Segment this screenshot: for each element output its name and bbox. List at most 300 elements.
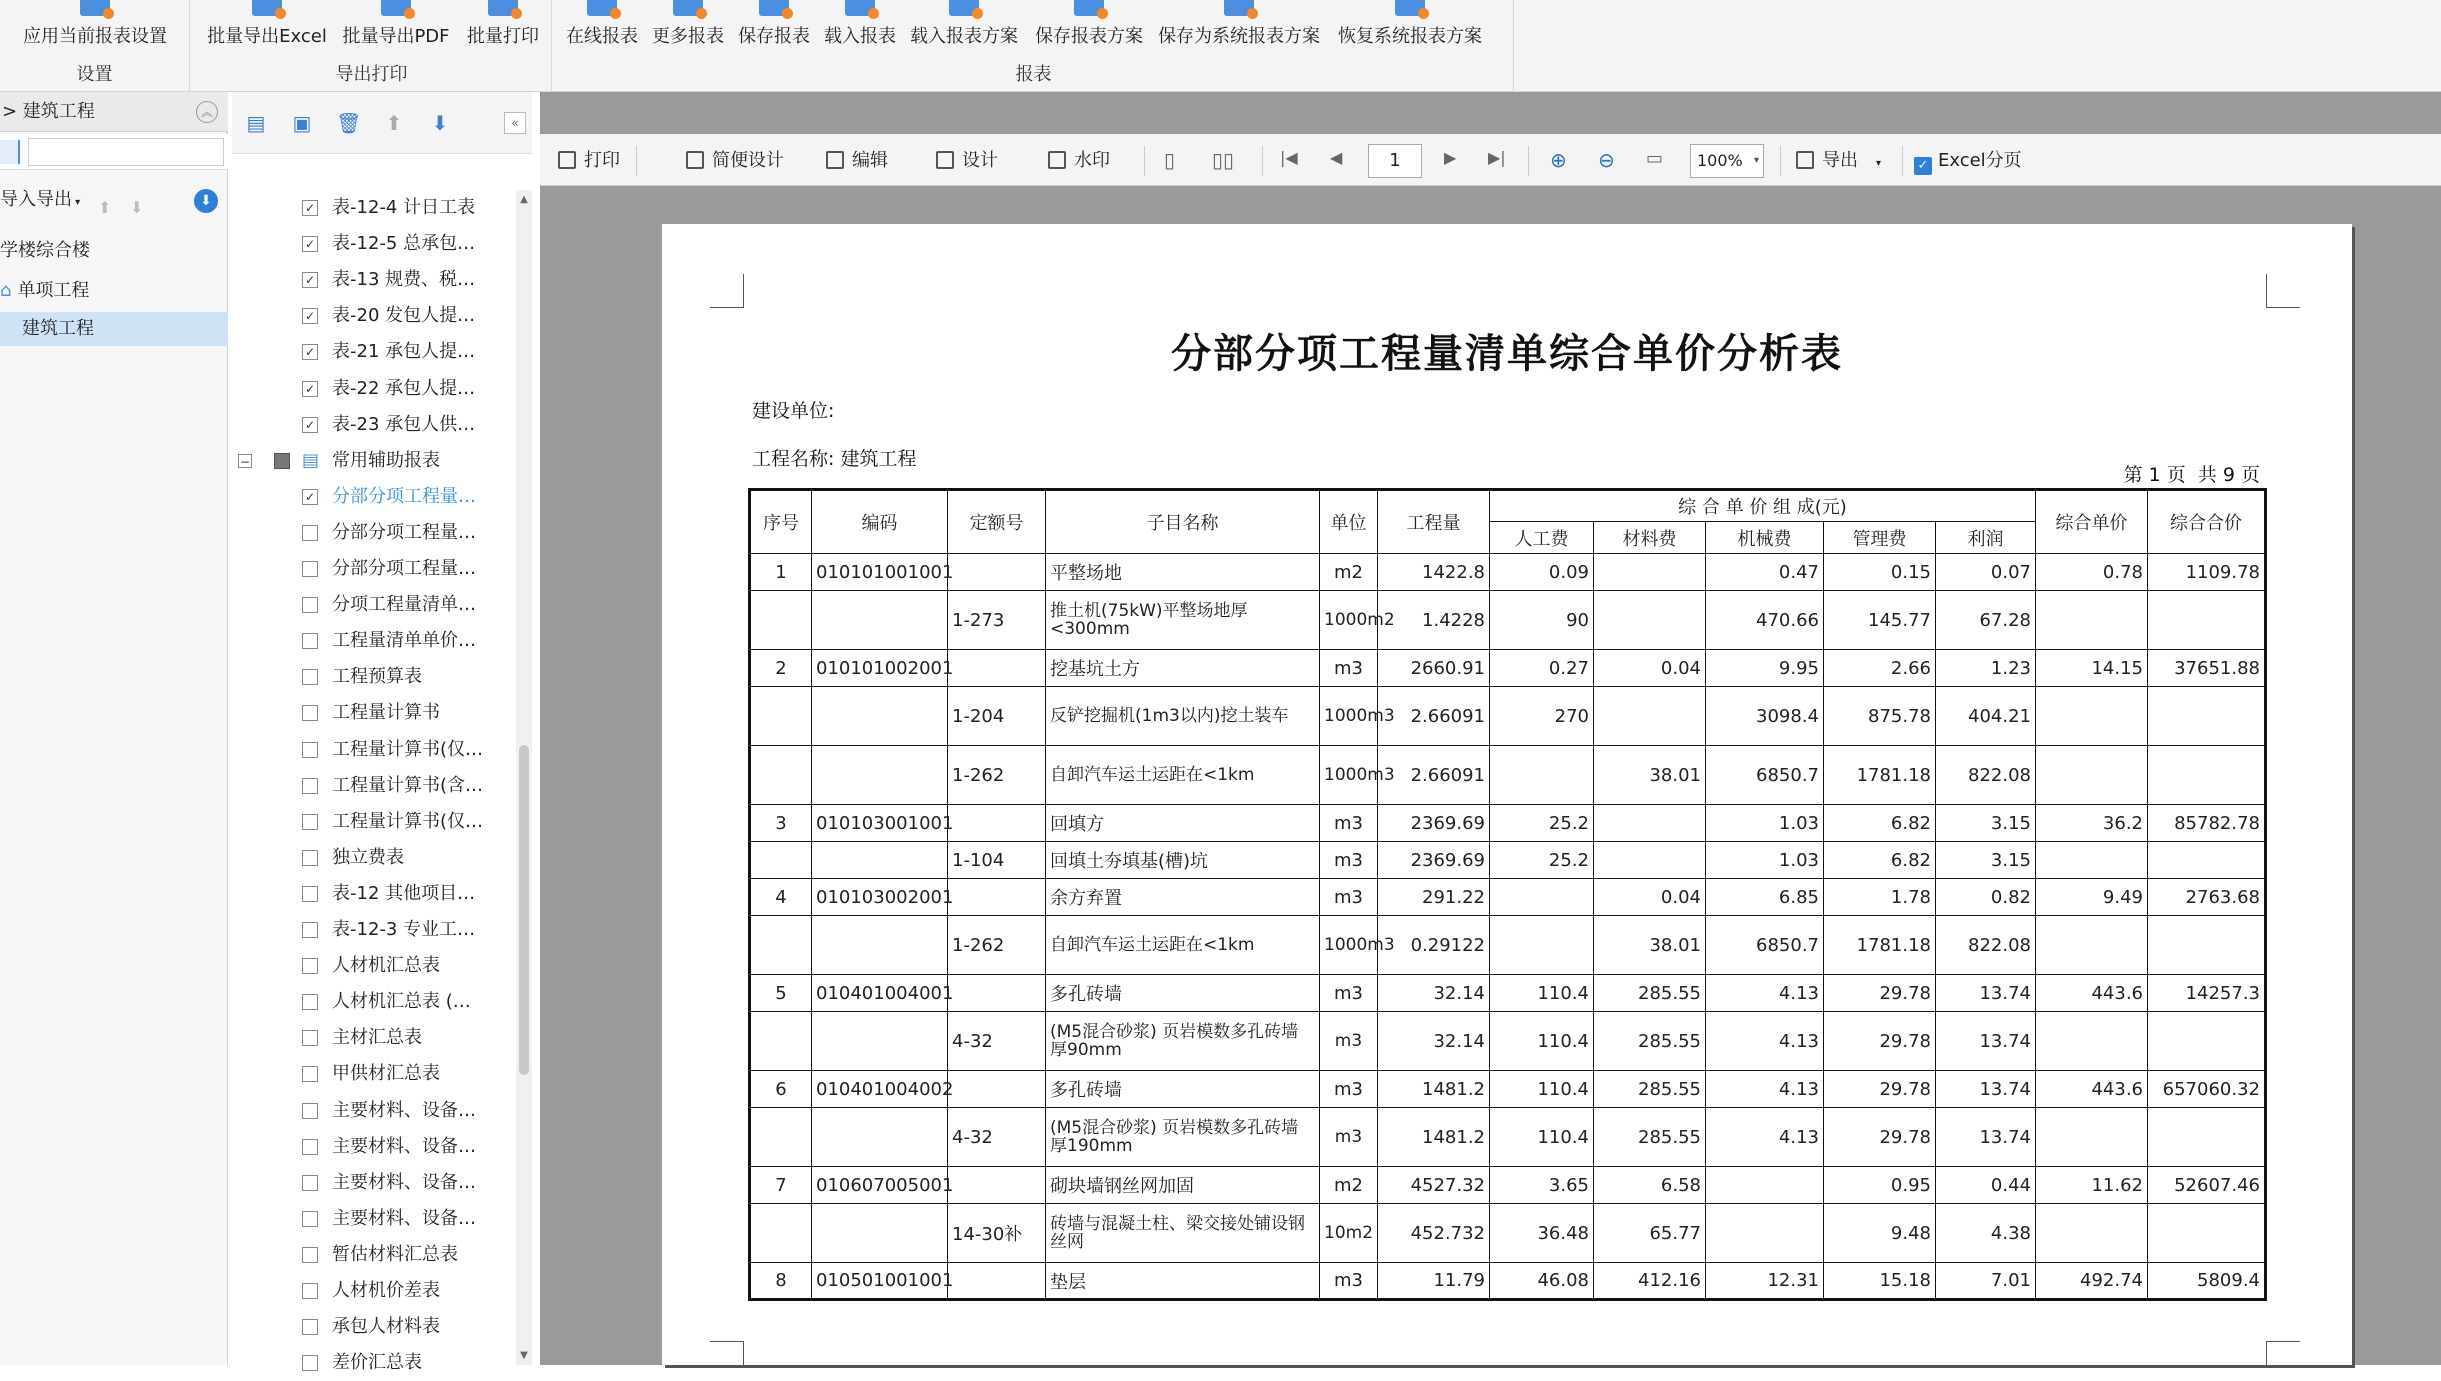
cell-quota [948,805,1046,842]
cell-labor: 270 [1490,687,1594,746]
report-tree-item[interactable] [232,334,518,370]
report-tree-item[interactable] [232,1345,518,1381]
cell-seq [750,916,812,975]
cell-quota: 1-262 [948,916,1046,975]
report-tree-item[interactable] [232,695,518,731]
cell-price [2036,1204,2148,1263]
project-name-label: 工程名称: 建筑工程 [752,448,917,470]
ribbon-toolbar [0,0,2441,92]
tree-item-checkbox[interactable] [302,561,318,577]
restore-scheme-icon [1395,0,1425,16]
cell-name: 垫层 [1046,1263,1320,1300]
tree-node-architecture[interactable]: 建筑工程 [0,312,228,346]
report-tree-item[interactable] [232,1273,518,1309]
cell-unit: 1000m3 [1320,916,1378,975]
report-tree-item[interactable] [232,479,518,515]
tree-item-label: 暂估材料汇总表 [332,1243,458,1265]
table-row [750,687,2266,746]
tree-item-checkbox[interactable] [302,669,318,685]
table-row [750,1071,2266,1108]
report-tree-item[interactable] [232,443,518,479]
cell-mgmt: 1781.18 [1824,916,1936,975]
cell-material: 65.77 [1594,1204,1706,1263]
online-report-icon [587,0,617,16]
cell-total [2148,1108,2266,1167]
tree-item-checkbox[interactable] [302,922,318,938]
cell-profit: 3.15 [1936,805,2036,842]
cell-price: 0.78 [2036,554,2148,591]
cell-machine: 4.13 [1706,1108,1824,1167]
tree-item-label: 工程量计算书 [332,702,440,724]
crop-mark [2266,1341,2300,1365]
cell-price [2036,1012,2148,1071]
tree-item-checkbox[interactable] [302,850,318,866]
scroll-up-arrow-icon[interactable]: ▲ [520,194,528,205]
report-tree-item[interactable] [232,1056,518,1092]
tree-item-checkbox[interactable] [302,1103,318,1119]
table-row [750,650,2266,687]
more-reports-button[interactable]: 更多报表 [648,0,728,56]
import-export-dropdown[interactable]: 导入导出 [0,189,72,210]
cell-qty: 1481.2 [1378,1071,1490,1108]
chevron-down-icon: ▾ [1753,155,1759,166]
cell-unit: m3 [1320,842,1378,879]
report-tree-item[interactable] [232,515,518,551]
tree-item-checkbox[interactable] [302,886,318,902]
design-button[interactable]: 设计 [936,148,998,174]
save-as-system-scheme-button[interactable]: 保存为系统报表方案 [1154,0,1324,56]
simple-design-button[interactable]: 简便设计 [686,148,784,174]
tree-item-label: 主要材料、设备… [332,1099,476,1121]
cell-seq: 5 [750,975,812,1012]
edit-button[interactable]: 编辑 [826,148,888,174]
tree-item-label: 工程量计算书(仅… [332,738,484,760]
cell-quota: 1-104 [948,842,1046,879]
tree-item-checkbox[interactable] [302,1319,318,1335]
cell-mgmt: 6.82 [1824,842,1936,879]
tree-item-checkbox[interactable]: ✓ [302,381,318,397]
cell-mgmt: 29.78 [1824,1071,1936,1108]
cell-unit: m3 [1320,975,1378,1012]
cell-material [1594,842,1706,879]
cell-qty: 11.79 [1378,1263,1490,1300]
table-row [750,746,2266,805]
scroll-down-arrow-icon[interactable]: ▼ [520,1350,528,1361]
cell-seq [750,1012,812,1071]
report-tree-item[interactable] [232,1165,518,1201]
first-page-icon[interactable]: |◀ [1280,148,1298,167]
prev-page-icon[interactable]: ◀ [1330,148,1343,167]
toolbar-divider [1528,146,1529,176]
move-up-icon[interactable]: ⬆ [98,198,112,217]
cell-mgmt: 145.77 [1824,591,1936,650]
report-tree-item[interactable] [232,190,518,226]
cell-code [812,746,948,805]
report-tree-item[interactable] [232,804,518,840]
header-total: 综合合价 [2148,490,2266,554]
unit-price-analysis-table [748,488,2267,1301]
cell-quota: 14-30补 [948,1204,1046,1263]
tree-item-checkbox[interactable]: ✓ [302,272,318,288]
cell-qty: 2.66091 [1378,687,1490,746]
cell-labor: 0.27 [1490,650,1594,687]
cell-seq [750,842,812,879]
zoom-select[interactable]: 100% ▾ [1690,144,1764,178]
cell-machine [1706,1167,1824,1204]
tree-item-checkbox[interactable] [302,1066,318,1082]
double-page-icon[interactable]: ▯▯ [1212,148,1235,172]
tree-item-label: 主要材料、设备… [332,1207,476,1229]
export-button[interactable]: 导出 ▾ [1796,148,1881,174]
cell-code: 010401004002 [812,1071,948,1108]
cell-material: 285.55 [1594,1012,1706,1071]
cell-material [1594,805,1706,842]
report-tree-item[interactable] [232,876,518,912]
tree-item-label: 表-13 规费、税… [332,269,476,291]
cell-unit: m2 [1320,1167,1378,1204]
cell-profit: 3.15 [1936,842,2036,879]
search-toggle-icon[interactable] [0,140,20,164]
cell-profit: 7.01 [1936,1263,2036,1300]
cell-profit: 13.74 [1936,1108,2036,1167]
report-tree-item[interactable] [232,948,518,984]
save-report-button[interactable]: 保存报表 [734,0,814,56]
report-tree-item[interactable] [232,298,518,334]
tree-item-label: 人材机汇总表 [332,955,440,977]
cell-price: 9.49 [2036,879,2148,916]
tree-item-label: 甲供材汇总表 [332,1063,440,1085]
scrollbar-thumb[interactable] [519,745,529,1075]
cell-seq [750,746,812,805]
tree-item-checkbox[interactable]: ✓ [302,308,318,324]
tree-scrollbar[interactable] [516,190,532,1365]
report-tree-item[interactable] [232,1129,518,1165]
cell-material [1594,591,1706,650]
ribbon-group-report [554,0,1514,92]
cell-mgmt: 9.48 [1824,1204,1936,1263]
watermark-button[interactable]: 水印 [1048,148,1110,174]
tree-item-label: 工程量计算书(仅… [332,810,484,832]
cell-unit: m3 [1320,1071,1378,1108]
crop-mark [710,1341,744,1365]
cell-quota [948,1071,1046,1108]
cell-profit: 1.23 [1936,650,2036,687]
cell-labor: 46.08 [1490,1263,1594,1300]
cell-labor: 110.4 [1490,1012,1594,1071]
save-scheme-icon [1074,0,1104,16]
table-row [750,554,2266,591]
house-icon: ⌂ [0,280,12,301]
cell-name: 自卸汽车运土运距在<1km [1046,916,1320,975]
tree-item-checkbox[interactable]: ✓ [302,417,318,433]
tree-item-label: 常用辅助报表 [332,449,440,471]
cell-code: 010103001001 [812,805,948,842]
zoom-out-icon[interactable]: ⊖ [1598,148,1615,172]
tree-node-single-project[interactable]: ⌂ 单项工程 [0,280,90,301]
ribbon-group-label-settings: 设置 [76,64,113,85]
cell-name: 余方弃置 [1046,879,1320,916]
excel-paging-checkbox[interactable]: ✓ Excel分页 [1914,148,2022,174]
cell-total [2148,687,2266,746]
tree-item-checkbox[interactable] [302,1175,318,1191]
apply-report-settings-button[interactable]: 应用当前报表设置 [0,0,190,56]
cell-quota: 4-32 [948,1012,1046,1071]
report-tree-item[interactable] [232,407,518,443]
tree-item-label: 差价汇总表 [332,1352,422,1374]
tree-item-checkbox[interactable] [302,742,318,758]
cell-name: 多孔砖墙 [1046,1071,1320,1108]
print-button[interactable]: 打印 [558,148,620,174]
cell-mgmt: 1.78 [1824,879,1936,916]
system-scheme-icon [1224,0,1254,16]
save-report-icon [759,0,789,16]
new-report-icon[interactable]: ▤ [246,111,266,135]
cell-seq: 1 [750,554,812,591]
cell-profit: 13.74 [1936,1071,2036,1108]
tree-item-label: 分部分项工程量… [332,485,476,507]
restore-system-scheme-button[interactable]: 恢复系统报表方案 [1330,0,1490,56]
cell-machine: 0.47 [1706,554,1824,591]
cell-profit: 0.82 [1936,879,2036,916]
build-unit-label: 建设单位: [752,400,835,422]
cell-code [812,1108,948,1167]
zoom-in-icon[interactable]: ⊕ [1550,148,1567,172]
cell-seq: 4 [750,879,812,916]
batch-export-pdf-button[interactable]: 批量导出PDF [336,0,456,56]
tree-item-checkbox[interactable]: ✓ [302,344,318,360]
tree-item-checkbox[interactable] [302,633,318,649]
cell-machine: 1.03 [1706,805,1824,842]
cell-qty: 1481.2 [1378,1108,1490,1167]
cell-qty: 2369.69 [1378,805,1490,842]
tree-item-checkbox[interactable] [302,1355,318,1371]
tree-item-checkbox[interactable] [302,1139,318,1155]
tree-item-checkbox[interactable] [302,525,318,541]
report-tree-item[interactable] [232,1237,518,1273]
report-tree-item[interactable] [232,262,518,298]
move-down-icon[interactable]: ⬇ [431,111,449,135]
cell-name: 砖墙与混凝土柱、梁交接处铺设钢丝网 [1046,1204,1320,1263]
cell-total: 657060.32 [2148,1071,2266,1108]
crop-mark [2266,274,2300,308]
batch-export-excel-button[interactable]: 批量导出Excel [202,0,332,56]
print-icon [488,0,518,16]
report-tree-item[interactable] [232,912,518,948]
collapse-node-icon[interactable]: − [239,454,251,469]
tree-item-checkbox[interactable]: ✓ [302,236,318,252]
report-tree-item[interactable] [232,659,518,695]
cell-name: 砌块墙钢丝网加固 [1046,1167,1320,1204]
fit-page-icon[interactable]: ▭ [1646,148,1664,169]
tree-item-label: 主要材料、设备… [332,1135,476,1157]
cell-qty: 2660.91 [1378,650,1490,687]
report-folder-icon: ▤ [302,449,320,471]
save-report-scheme-button[interactable]: 保存报表方案 [1030,0,1148,56]
design-gear-icon [936,151,954,169]
tree-item-checkbox[interactable] [302,1211,318,1227]
tree-item-label: 表-12 其他项目… [332,882,476,904]
load-report-scheme-button[interactable]: 载入报表方案 [906,0,1022,56]
single-page-icon[interactable]: ▯ [1164,148,1176,172]
table-row [750,805,2266,842]
project-nav-panel [0,92,228,1365]
tree-item-checkbox[interactable] [302,597,318,613]
tree-item-checkbox[interactable]: ✓ [302,200,318,216]
last-page-icon[interactable]: ▶| [1488,148,1506,167]
tree-node-building[interactable]: 学楼综合楼 [0,240,90,261]
report-tree-item[interactable] [232,371,518,407]
table-row [750,842,2266,879]
print-icon [558,151,576,169]
cell-quota [948,1263,1046,1300]
report-tree-item[interactable] [232,1201,518,1237]
collapse-left-icon[interactable]: « [504,112,526,134]
report-tree-item[interactable] [232,1020,518,1056]
cell-price [2036,687,2148,746]
cell-material: 285.55 [1594,975,1706,1012]
cell-qty: 1.4228 [1378,591,1490,650]
ribbon-group-label-report: 报表 [1015,64,1052,85]
tree-item-checkbox[interactable] [302,1283,318,1299]
report-tree-item[interactable] [232,1093,518,1129]
nav-breadcrumb [0,92,228,132]
report-tree-item[interactable] [232,226,518,262]
cell-price: 492.74 [2036,1263,2148,1300]
cell-code: 010401004001 [812,975,948,1012]
toolbar-divider [1902,146,1903,176]
report-title: 分部分项工程量清单综合单价分析表 [1171,330,1843,377]
tree-item-checkbox[interactable] [302,1030,318,1046]
tree-item-label: 表-12-5 总承包… [332,233,476,255]
cell-machine: 12.31 [1706,1263,1824,1300]
cell-profit: 0.07 [1936,554,2036,591]
download-icon[interactable]: ⬇ [194,189,218,213]
cell-quota [948,879,1046,916]
next-page-icon[interactable]: ▶ [1444,148,1457,167]
load-report-button[interactable]: 载入报表 [820,0,900,56]
tree-item-label: 分部分项工程量… [332,558,476,579]
cell-labor: 3.65 [1490,1167,1594,1204]
tree-item-label: 表-21 承包人提… [332,341,476,363]
tree-item-checkbox[interactable] [302,778,318,794]
cell-unit: 1000m3 [1320,687,1378,746]
cell-seq: 8 [750,1263,812,1300]
tree-item-label: 人材机汇总表 (… [332,991,471,1013]
cell-mgmt: 29.78 [1824,975,1936,1012]
cell-price: 14.15 [2036,650,2148,687]
cell-price [2036,842,2148,879]
cell-labor: 110.4 [1490,975,1594,1012]
report-tree-item[interactable] [232,840,518,876]
tree-item-checkbox[interactable] [302,994,318,1010]
cell-qty: 32.14 [1378,1012,1490,1071]
report-tree-item[interactable] [232,984,518,1020]
import-export-row: 导入导出 ▾ ⬆ ⬇ ⬇ [0,184,228,216]
online-report-button[interactable]: 在线报表 [562,0,642,56]
tree-item-label: 主材汇总表 [332,1027,422,1049]
pdf-export-icon [381,0,411,16]
header-management: 管理费 [1824,522,1936,554]
nav-search-input[interactable] [28,138,224,166]
cell-name: 反铲挖掘机(1m3以内)挖土装车 [1046,687,1320,746]
move-up-icon[interactable]: ⬆ [385,111,403,135]
cell-quota [948,975,1046,1012]
breadcrumb-text: > 建筑工程 [2,101,95,122]
cell-qty: 2369.69 [1378,842,1490,879]
cell-name: 多孔砖墙 [1046,975,1320,1012]
cell-seq: 3 [750,805,812,842]
cell-name: 推土机(75kW)平整场地厚<300mm [1046,591,1320,650]
header-material: 材料费 [1594,522,1706,554]
report-tree-item[interactable] [232,623,518,659]
cell-mgmt: 1781.18 [1824,746,1936,805]
cell-machine: 3098.4 [1706,687,1824,746]
batch-print-button[interactable]: 批量打印 [460,0,546,56]
tree-item-checkbox[interactable] [302,958,318,974]
move-down-icon[interactable]: ⬇ [130,198,144,217]
table-body [750,554,2266,1300]
table-row [750,1167,2266,1204]
cell-price: 11.62 [2036,1167,2148,1204]
cell-name: 回填土夯填基(槽)坑 [1046,842,1320,879]
header-item-name: 子目名称 [1046,490,1320,554]
cell-code [812,842,948,879]
cell-code [812,591,948,650]
cell-total: 5809.4 [2148,1263,2266,1300]
cell-price [2036,746,2148,805]
tree-item-checkbox[interactable] [302,1247,318,1263]
cell-quota: 1-273 [948,591,1046,650]
header-machine: 机械费 [1706,522,1824,554]
cell-labor: 25.2 [1490,805,1594,842]
cell-machine: 4.13 [1706,975,1824,1012]
cell-price [2036,591,2148,650]
ribbon-group-settings [0,0,190,92]
cell-price: 443.6 [2036,975,2148,1012]
cell-material: 38.01 [1594,916,1706,975]
table-row [750,1263,2266,1300]
report-tree-item[interactable] [232,551,518,587]
collapse-up-icon[interactable]: ︽ [196,101,218,123]
cell-name: 挖基坑土方 [1046,650,1320,687]
load-scheme-icon [949,0,979,16]
cell-labor [1490,746,1594,805]
cell-profit: 822.08 [1936,746,2036,805]
tree-item-checkbox[interactable] [302,705,318,721]
more-reports-icon [673,0,703,16]
cell-name: 自卸汽车运土运距在<1km [1046,746,1320,805]
cell-material: 412.16 [1594,1263,1706,1300]
tree-item-checkbox[interactable]: ✓ [302,489,318,505]
report-tree-item[interactable] [232,768,518,804]
cell-machine: 6850.7 [1706,916,1824,975]
tree-item-checkbox[interactable] [302,814,318,830]
cell-total [2148,842,2266,879]
report-tree-item[interactable] [232,1309,518,1345]
cell-seq: 6 [750,1071,812,1108]
report-tree-item[interactable] [232,732,518,768]
cell-seq [750,591,812,650]
tree-item-label: 人材机价差表 [332,1280,440,1301]
cell-quota [948,650,1046,687]
delete-icon[interactable]: 🗑 [336,111,362,135]
tree-item-label: 表-12-3 专业工… [332,919,476,940]
page-number-input[interactable]: 1 [1368,144,1422,178]
partial-check-icon[interactable] [274,453,290,469]
cell-qty: 1422.8 [1378,554,1490,591]
new-folder-icon[interactable]: ▣ [292,111,312,135]
report-tree-item[interactable] [232,587,518,623]
